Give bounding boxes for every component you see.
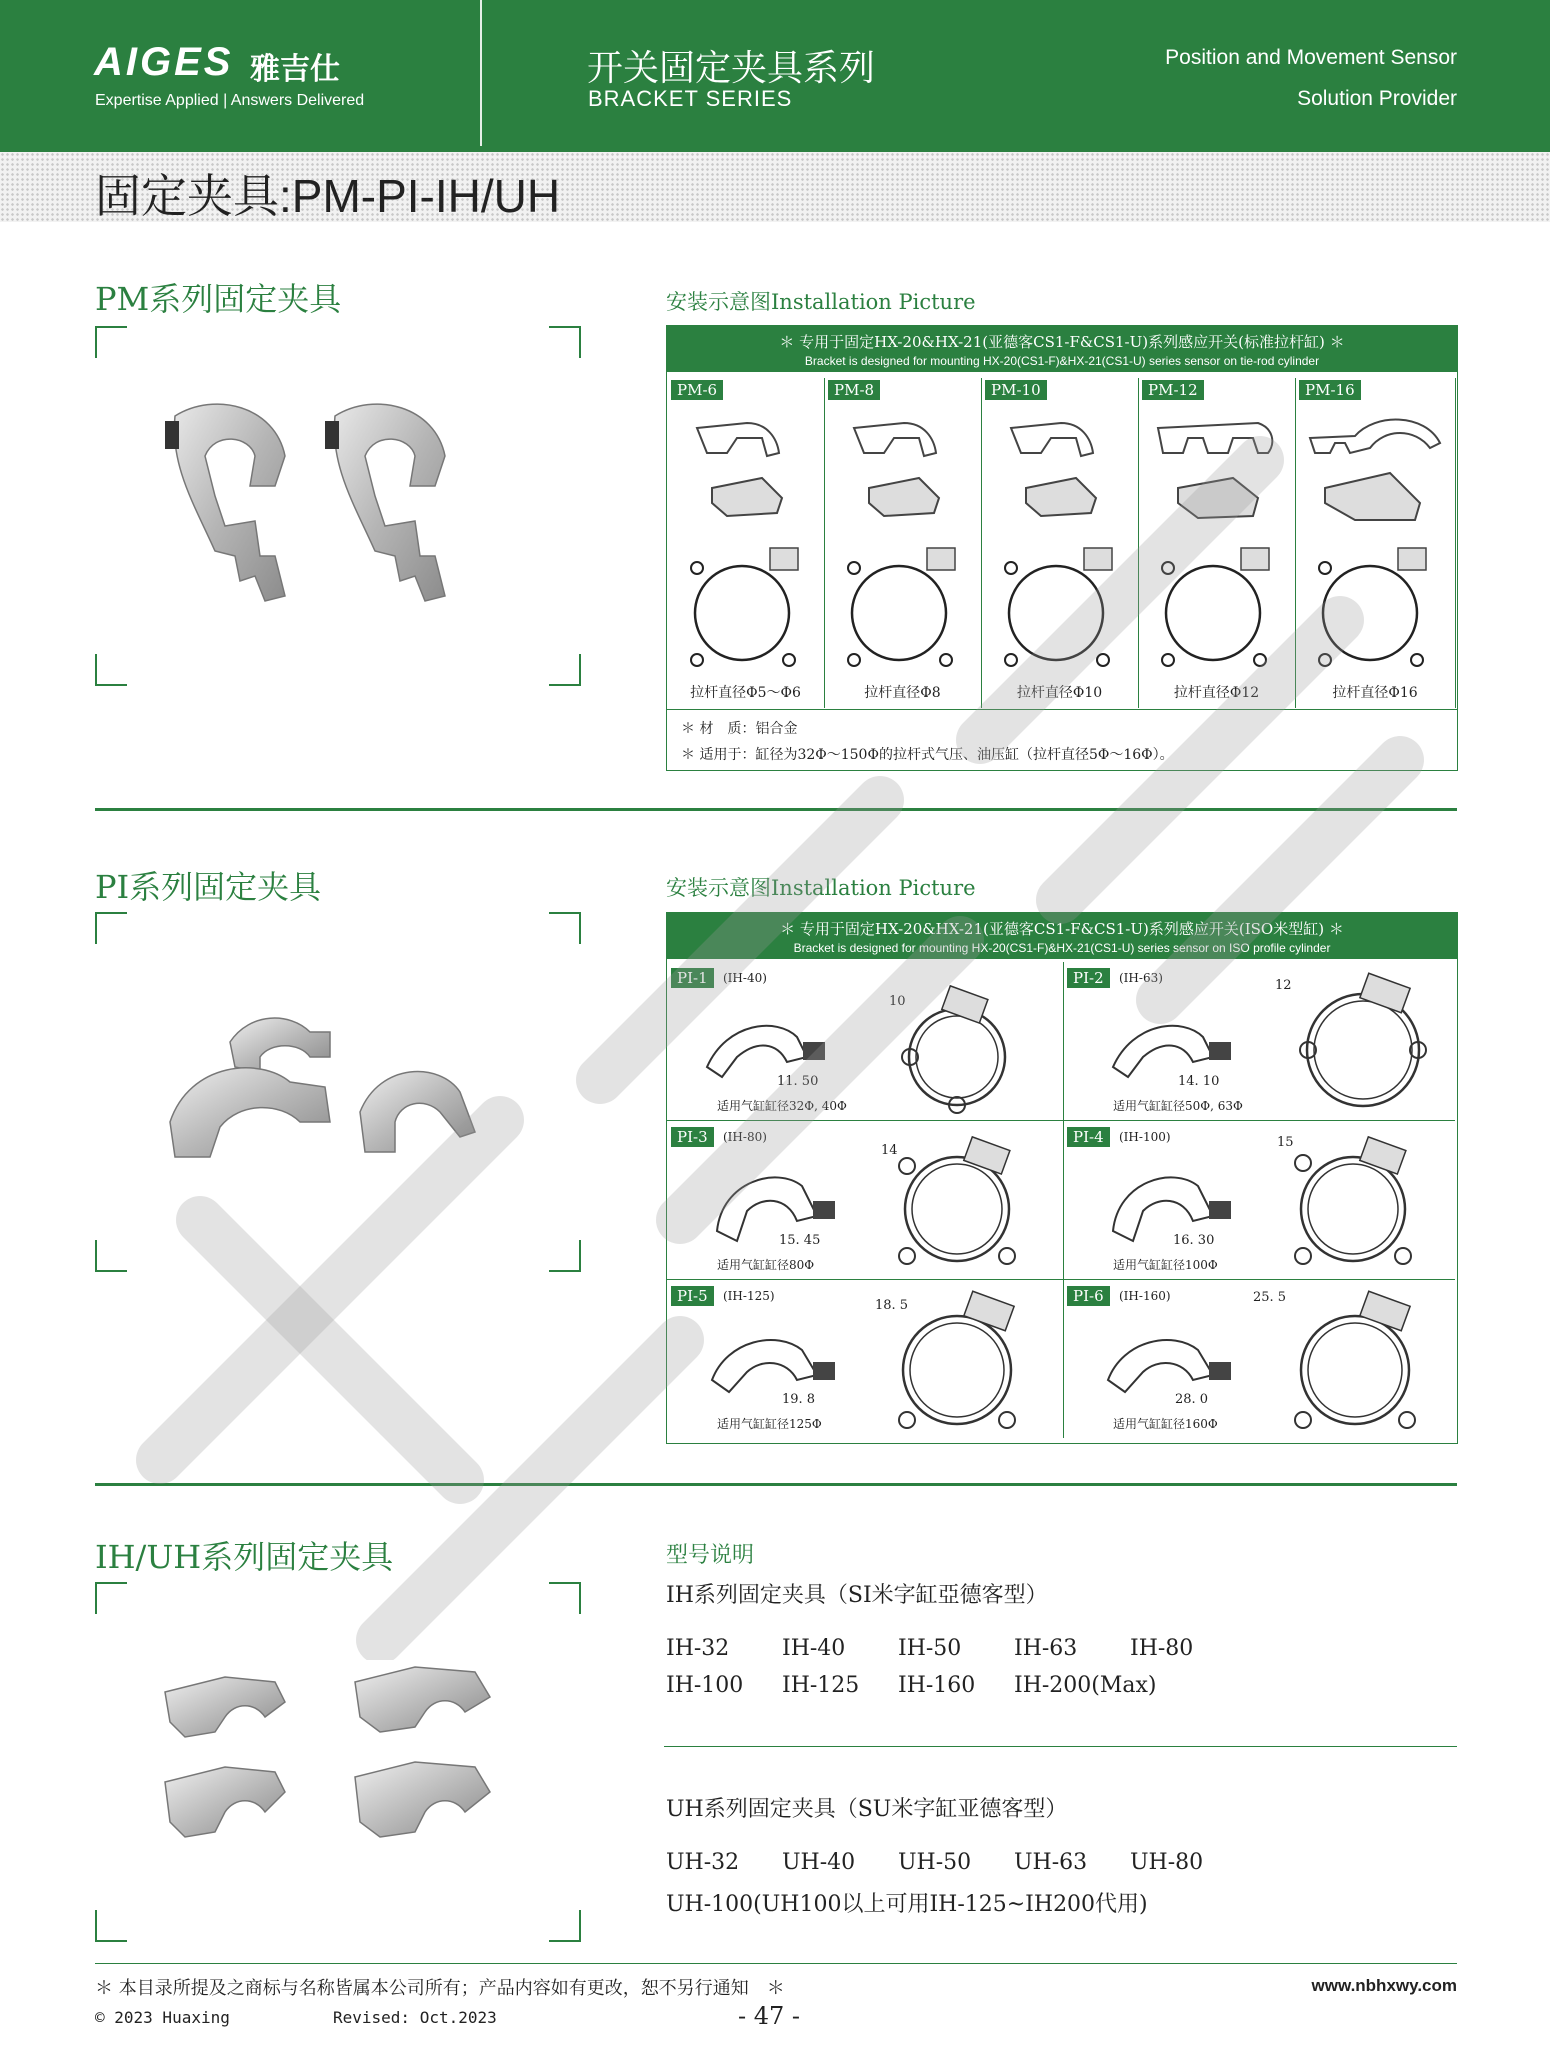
pi-fit-note: 适用气缸缸径100Φ — [1113, 1258, 1218, 1272]
model-heading: 型号说明 — [666, 1543, 755, 1568]
pm-bracket-photo — [155, 396, 535, 616]
footer-disclaimer: ＊ 本目录所提及之商标与名称皆属本公司所有；产品内容如有更改，恕不另行通知 ＊ — [95, 1978, 785, 1999]
pi-section-title: PI系列固定夹具 — [95, 868, 322, 906]
pi-model-cell — [1063, 1280, 1455, 1438]
pm-note-applicable: ＊ 适用于：缸径为32Φ～150Φ的拉杆式气压、油压缸（拉杆直径5Φ～16Φ）。 — [681, 747, 1174, 763]
ih-photo-frame — [95, 1582, 581, 1942]
pm-model-col — [981, 378, 1139, 708]
pi-angle: 25. 5 — [1253, 1290, 1287, 1305]
pi-dimension: 16. 30 — [1173, 1233, 1215, 1248]
page-title: 固定夹具:PM-PI-IH/UH — [95, 170, 561, 222]
pi-model-cell — [1063, 962, 1455, 1121]
uh-subtitle: UH系列固定夹具（SU米字缸亚德客型） — [666, 1797, 1068, 1822]
pi-model-tag: PI-3 — [671, 1127, 714, 1147]
pm-model-label: 拉杆直径Φ10 — [1016, 685, 1103, 701]
pi-dimension: 11. 50 — [777, 1074, 819, 1089]
pm-diagram — [667, 398, 824, 698]
pm-photo-frame — [95, 326, 581, 686]
pm-model-label: 拉杆直径Φ5～Φ6 — [690, 685, 801, 701]
pi-dimension: 28. 0 — [1175, 1392, 1209, 1407]
pi-angle: 12 — [1275, 978, 1292, 993]
pm-model-tag: PM-16 — [1299, 380, 1361, 400]
pm-model-col — [667, 378, 825, 708]
pi-model-tag: PI-6 — [1067, 1286, 1110, 1306]
header-tagline-2: Solution Provider — [1297, 87, 1457, 110]
pm-diagram — [1295, 398, 1455, 698]
ih-model: IH-50 — [898, 1636, 962, 1661]
ih-model: IH-40 — [782, 1636, 846, 1661]
footer-revision: Revised: Oct.2023 — [333, 2008, 497, 2027]
pm-install-title: 安装示意图Installation Picture — [666, 290, 976, 314]
pm-model-label: 拉杆直径Φ8 — [864, 685, 941, 701]
pi-photo-frame — [95, 912, 581, 1272]
header-divider — [480, 0, 482, 146]
pi-dimension: 19. 8 — [782, 1392, 816, 1407]
uh-model: UH-32 — [666, 1850, 740, 1875]
page-number: - 47 - — [738, 2002, 801, 2030]
pm-diagram — [981, 398, 1138, 698]
pi-fit-note: 适用气缸缸径32Φ, 40Φ — [717, 1099, 847, 1113]
pi-fit-note: 适用气缸缸径160Φ — [1113, 1417, 1218, 1431]
ih-model: IH-100 — [666, 1673, 744, 1698]
pi-bracket-photo — [150, 1012, 550, 1212]
header-tagline-1: Position and Movement Sensor — [1165, 46, 1457, 69]
pm-diagram — [1138, 398, 1295, 698]
pm-section-title: PM系列固定夹具 — [95, 280, 342, 318]
footer-divider — [95, 1963, 1457, 1964]
ih-section-title: IH/UH系列固定夹具 — [95, 1538, 394, 1576]
uh-model: UH-80 — [1130, 1850, 1204, 1875]
pi-model-sub: (IH-63) — [1119, 971, 1163, 985]
pi-model-tag: PI-5 — [671, 1286, 714, 1306]
pm-panel-header-cn: ＊ 专用于固定HX-20&HX-21(亚德客CS1-F&CS1-U)系列感应开关(标准拉杆缸) ＊ — [779, 333, 1345, 351]
pi-model-cell — [667, 1280, 1064, 1438]
pi-panel-header-en: Bracket is designed for mounting HX-20(CS1-F)&HX-21(CS1-U) series sensor on ISO profile cylinder — [793, 941, 1331, 955]
brand-tagline: Expertise Applied | Answers Delivered — [95, 92, 365, 109]
pi-angle: 18. 5 — [875, 1298, 909, 1313]
section-divider — [95, 1483, 1457, 1486]
pm-model-tag: PM-10 — [985, 380, 1047, 400]
pi-fit-note: 适用气缸缸径50Φ, 63Φ — [1113, 1099, 1243, 1113]
ih-model: IH-125 — [782, 1673, 860, 1698]
pi-panel-header-cn: ＊ 专用于固定HX-20&HX-21(亚德客CS1-F&CS1-U)系列感应开关(ISO米型缸) ＊ — [780, 920, 1344, 938]
pm-model-tag: PM-12 — [1142, 380, 1204, 400]
pi-model-tag: PI-2 — [1067, 968, 1110, 988]
pm-model-col — [1295, 378, 1456, 708]
pi-model-sub: (IH-125) — [723, 1289, 775, 1303]
ih-model: IH-200(Max) — [1014, 1673, 1157, 1698]
pm-model-label: 拉杆直径Φ16 — [1332, 685, 1418, 701]
pi-model-sub: (IH-40) — [723, 971, 767, 985]
ih-model: IH-160 — [898, 1673, 976, 1698]
ih-model: IH-32 — [666, 1636, 730, 1661]
pm-install-panel — [666, 325, 1458, 771]
pi-model-sub: (IH-100) — [1119, 1130, 1171, 1144]
brand-logo: AIGES — [94, 40, 234, 84]
pi-dimension: 15. 45 — [779, 1233, 821, 1248]
pi-install-panel — [666, 912, 1458, 1444]
pm-model-col — [824, 378, 982, 708]
pi-angle: 14 — [881, 1143, 898, 1158]
pi-model-cell — [667, 962, 1064, 1121]
pm-model-tag: PM-8 — [828, 380, 880, 400]
uh-model: UH-50 — [898, 1850, 972, 1875]
pi-install-title: 安装示意图Installation Picture — [666, 876, 976, 900]
pi-fit-note: 适用气缸缸径125Φ — [717, 1417, 822, 1431]
pi-model-tag: PI-4 — [1067, 1127, 1110, 1147]
pm-diagram — [824, 398, 981, 698]
series-title-cn: 开关固定夹具系列 — [587, 48, 876, 89]
pi-model-sub: (IH-80) — [723, 1130, 767, 1144]
pm-model-label: 拉杆直径Φ12 — [1173, 685, 1260, 701]
pm-panel-header — [667, 326, 1457, 372]
pi-angle: 15 — [1277, 1135, 1294, 1150]
ih-model: IH-80 — [1130, 1636, 1194, 1661]
series-title-en: BRACKET SERIES — [588, 86, 793, 111]
footer-website-link[interactable]: www.nbhxwy.com — [1311, 1976, 1457, 1995]
uh-model: UH-63 — [1014, 1850, 1088, 1875]
uh-model: UH-40 — [782, 1850, 856, 1875]
pi-dimension: 14. 10 — [1178, 1074, 1220, 1089]
pi-model-tag: PI-1 — [671, 968, 714, 988]
pi-panel-header — [667, 913, 1457, 959]
pi-model-sub: (IH-160) — [1119, 1289, 1171, 1303]
pm-panel-header-en: Bracket is designed for mounting HX-20(CS1-F)&HX-21(CS1-U) series sensor on tie-rod cylinder — [804, 354, 1320, 368]
pi-fit-note: 适用气缸缸径80Φ — [717, 1258, 815, 1272]
pm-model-tag: PM-6 — [671, 380, 723, 400]
model-divider — [664, 1746, 1457, 1747]
pm-model-col — [1138, 378, 1296, 708]
uh-note: UH-100(UH100以上可用IH-125~IH200代用) — [666, 1892, 1148, 1917]
footer-copyright: © 2023 Huaxing — [95, 2008, 230, 2027]
pi-model-cell — [1063, 1121, 1455, 1280]
ih-bracket-photo — [155, 1662, 535, 1862]
brand-logo-cn: 雅吉仕 — [250, 52, 340, 87]
pm-note-material: ＊ 材 质：铝合金 — [681, 721, 798, 737]
pi-angle: 10 — [889, 994, 906, 1009]
section-divider — [95, 808, 1457, 811]
ih-subtitle: IH系列固定夹具（SI米字缸亞德客型） — [666, 1583, 1048, 1608]
pi-model-cell — [667, 1121, 1064, 1280]
ih-model: IH-63 — [1014, 1636, 1078, 1661]
